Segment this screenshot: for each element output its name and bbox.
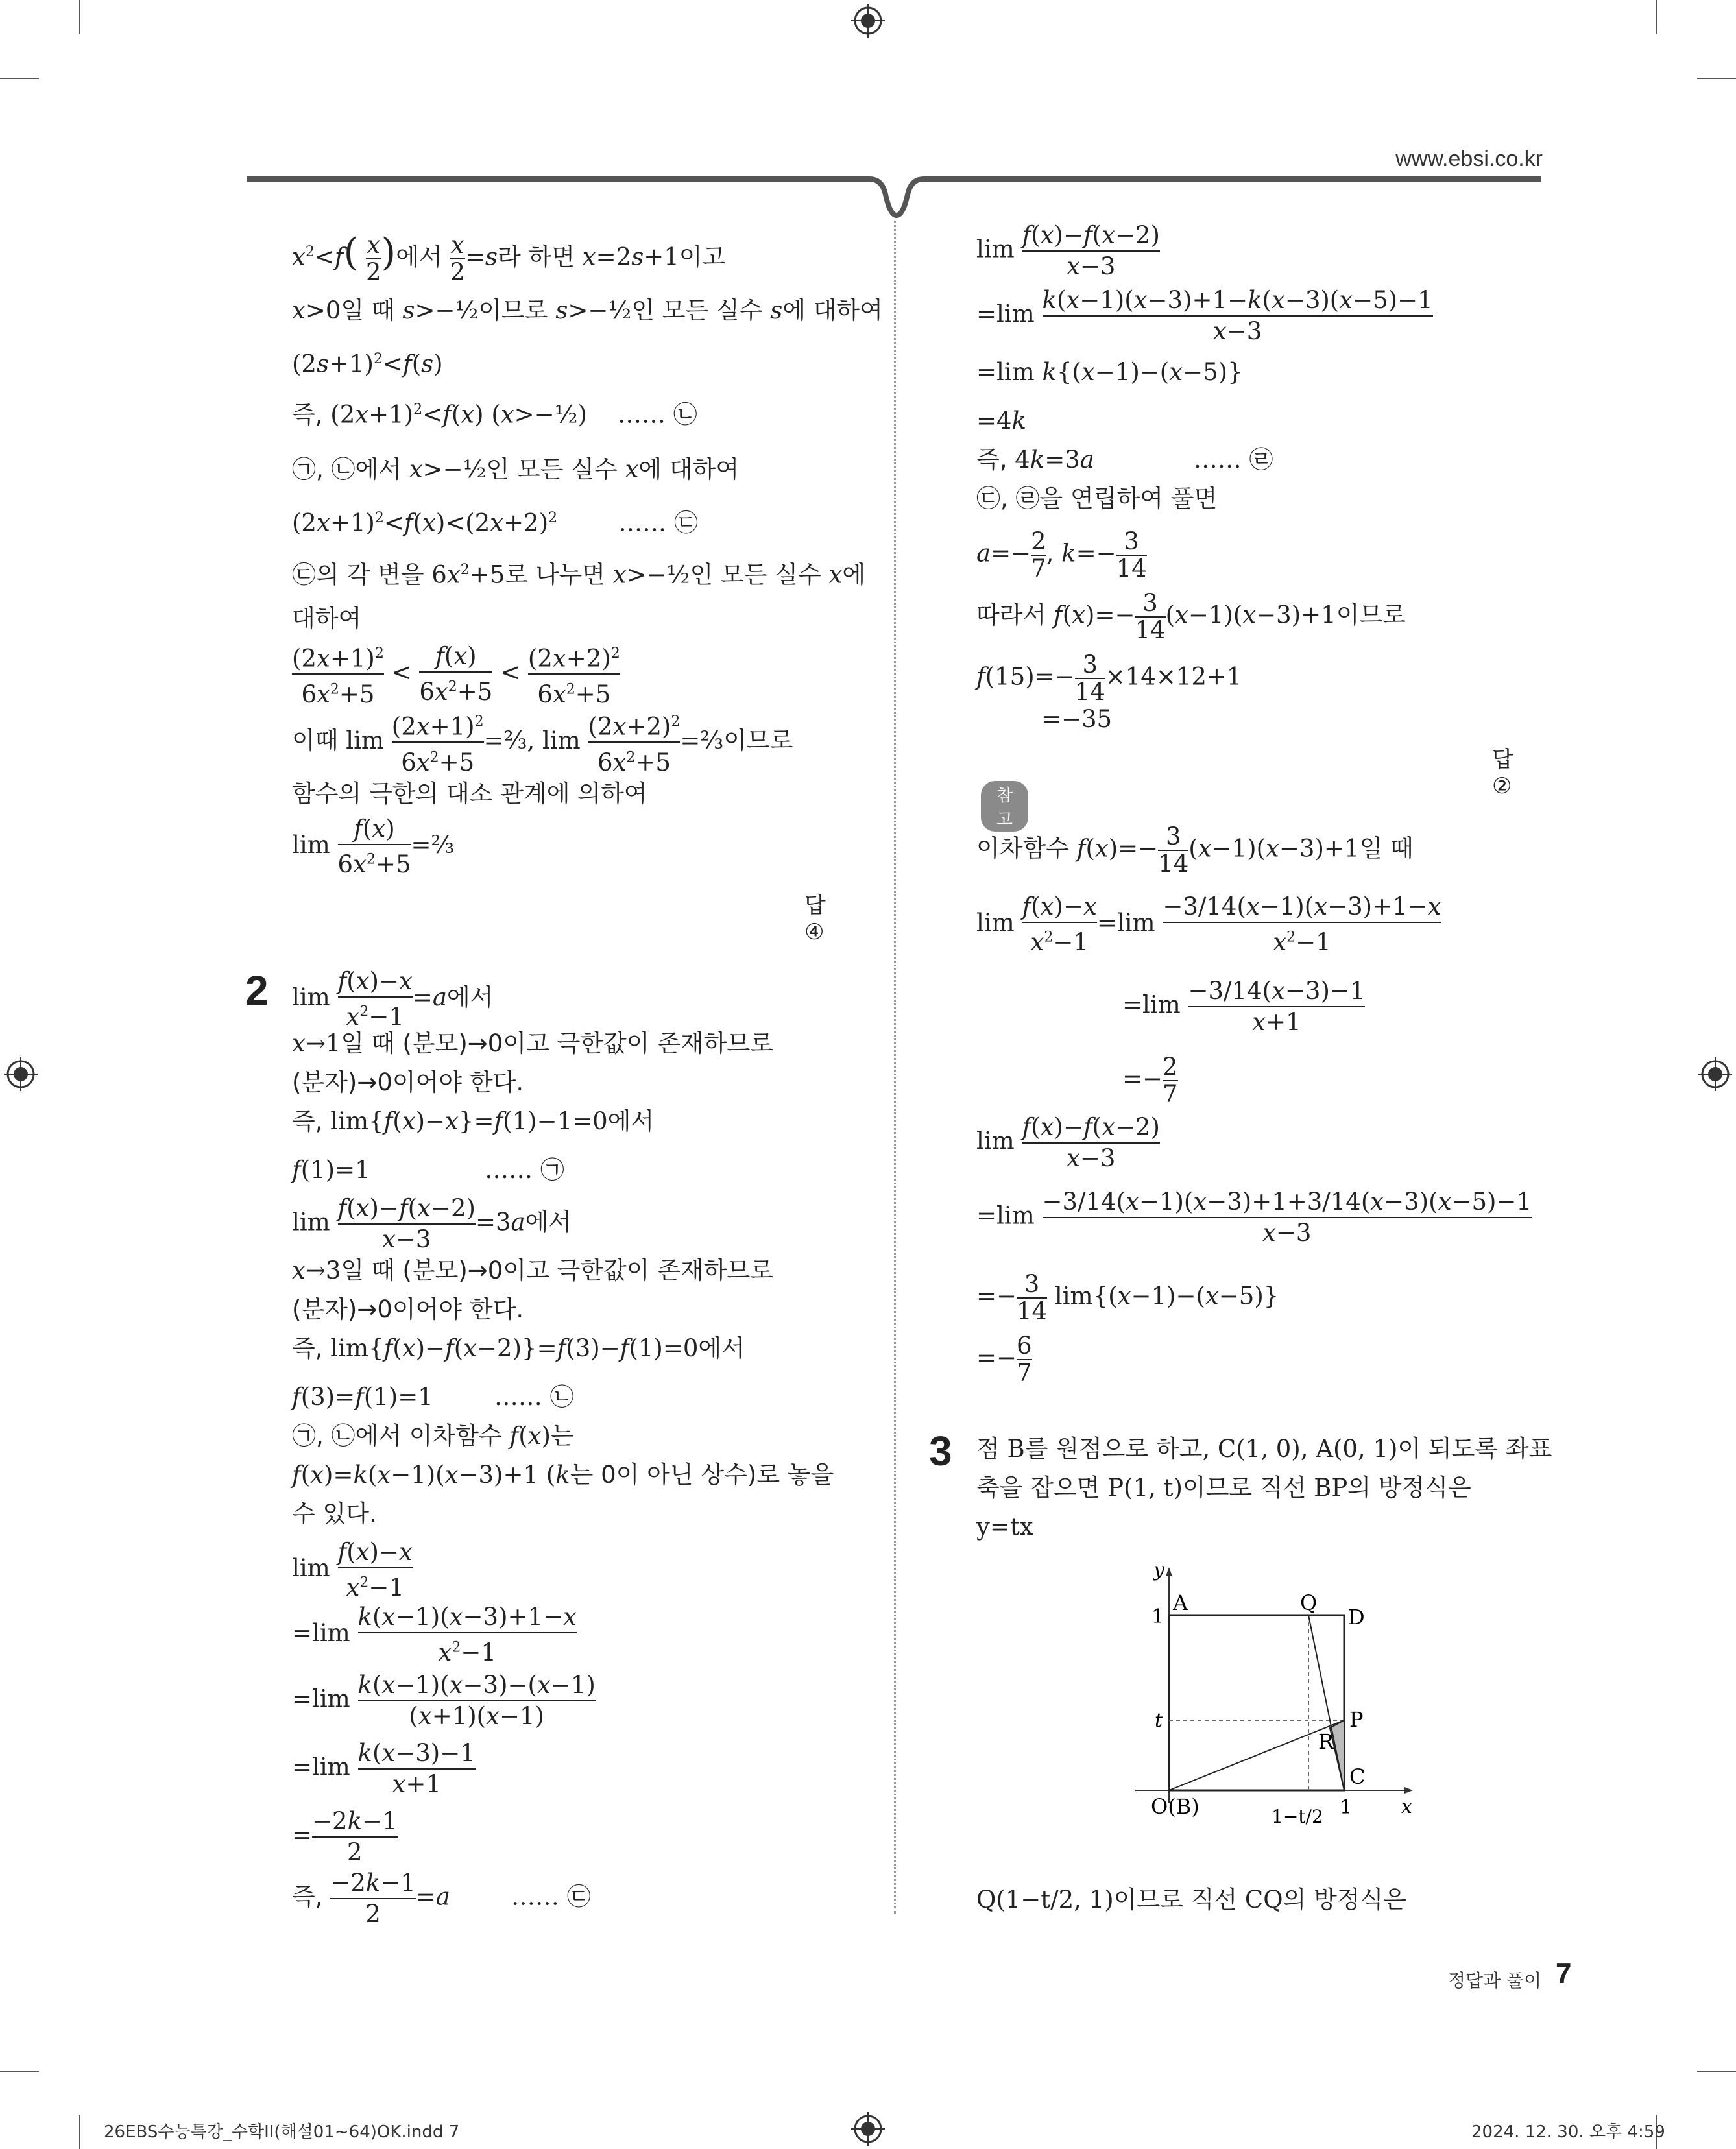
problem-number: 3 (929, 1428, 952, 1474)
crop-mark (1656, 0, 1657, 34)
point-a-label: A (1173, 1591, 1188, 1615)
q-x-label: 1−t/2 (1272, 1806, 1323, 1827)
note-line: =− $\frac{3}{14} \lim\{(x-1)-(x-5)\}$ (976, 1270, 1279, 1325)
solution-line: 대하여 (292, 605, 362, 632)
solution-line: $\frac{(2x+1)^2}{6x^2+5}$ < $\frac{f(x)}{6x^2+5}$ < $\frac{(2x+2)^2}{6x^2+5}$ (292, 639, 620, 710)
registration-mark-icon (4, 1057, 38, 1091)
solution-line: ㉢의 각 변을 $6x^2+5$로 나누면 x>−½인 모든 실수 x에 (292, 560, 866, 589)
solution-line: $(2s+1)^2<f(s)$ (292, 350, 443, 378)
solution-line: =lim $\frac{k(x-1)(x-3)-(x-1)}{(x+1)(x-1)}$ (292, 1671, 596, 1730)
solution-line: =lim k{(x−1)−(x−5)} (976, 358, 1243, 386)
solution-line: (분자)→0이어야 한다. (292, 1295, 524, 1323)
y-axis-label: y (1153, 1559, 1164, 1581)
coordinate-figure (1116, 1557, 1414, 1862)
solution-line: 즉, lim{f(x)−f(x−2)}=f(3)−f(1)=0에서 (292, 1334, 745, 1362)
solution-line: $x^2<f$( $\frac{x}{2}$)에서 $\frac{x}{2}=s$라 하면 x=2s+1이고 (292, 230, 726, 286)
crop-mark (1697, 2071, 1736, 2072)
line-cq (1308, 1615, 1344, 1790)
solution-line: x→3일 때 (분모)→0이고 극한값이 존재하므로 (292, 1256, 774, 1284)
solution-line: =4k (976, 407, 1026, 435)
x-axis-label: x (1401, 1795, 1412, 1818)
note-line: lim $\frac{f(x)-f(x-2)}{x-3}$ (976, 1113, 1160, 1172)
solution-line: f(x)=k(x−1)(x−3)+1 (k는 0이 아닌 상수)로 놓을 (292, 1461, 834, 1489)
solution-line: ㉢, ㉣을 연립하여 풀면 (976, 485, 1218, 512)
solution-line: f(1)=1 …… ㉠ (292, 1156, 564, 1184)
solution-line: (분자)→0이어야 한다. (292, 1068, 524, 1096)
solution-line: x>0일 때 s>−½이므로 s>−½인 모든 실수 s에 대하여 (292, 296, 883, 324)
x-axis-arrow-icon (1404, 1787, 1413, 1794)
file-name: 26EBS수능특강_수학II(해설01~64)OK.indd 7 (104, 2122, 460, 2142)
crop-mark (0, 78, 39, 79)
crop-mark (79, 2115, 80, 2149)
x-one-label: 1 (1340, 1796, 1353, 1819)
column-divider (894, 221, 896, 1914)
solution-line: ㉠, ㉡에서 x>−½인 모든 실수 x에 대하여 (292, 455, 740, 483)
solution-line: 수 있다. (292, 1500, 377, 1528)
point-q-label: Q (1300, 1591, 1318, 1615)
solution-line: = $\frac{-2k-1}{2}$ (292, 1807, 398, 1866)
solution-line: 함수의 극한의 대소 관계에 의하여 (292, 780, 647, 808)
solution-line: Q(1−t/2, 1)이므로 직선 CQ의 방정식은 (976, 1886, 1407, 1914)
solution-line: =−35 (1041, 705, 1113, 733)
problem-number: 2 (245, 967, 269, 1014)
footer-section: 정답과 풀이 (1448, 1970, 1542, 1991)
answer-label: 답 ④ (804, 893, 826, 945)
y-one-label: 1 (1151, 1605, 1164, 1628)
solution-line: 축을 잡으면 P(1, t)이므로 직선 BP의 방정식은 (976, 1474, 1471, 1502)
page-number: 7 (1556, 1958, 1572, 1989)
crop-mark (79, 0, 80, 34)
solution-line: 즉, $\frac{-2k-1}{2}=a$ …… ㉢ (292, 1869, 591, 1928)
solution-line: $(2x+1)^2<f(x)<(2x+2)^2$ …… ㉢ (292, 509, 699, 537)
solution-line: y=tx (976, 1513, 1033, 1541)
header-rule (247, 175, 1541, 221)
solution-line: 점 B를 원점으로 하고, C(1, 0), A(0, 1)이 되도록 좌표 (976, 1435, 1552, 1463)
registration-mark-icon (1698, 1057, 1732, 1091)
solution-line: lim $\frac{f(x)}{6x^2+5}=\frac{2}{3}$ (292, 815, 455, 879)
solution-line: lim $\frac{f(x)-f(x-2)}{x-3}=3a$에서 (292, 1194, 572, 1253)
solution-line: lim $\frac{f(x)-f(x-2)}{x-3}$ (976, 221, 1160, 280)
note-line: =− $\frac{2}{7}$ (1122, 1053, 1178, 1108)
origin-label: O(B) (1151, 1794, 1200, 1819)
website-url[interactable]: www.ebsi.co.kr (1395, 147, 1543, 171)
solution-line: lim $\frac{f(x)-x}{x^2-1}=a$에서 (292, 967, 494, 1031)
solution-line: f(15)=− $\frac{3}{14}\times 14\times 12+1$ (976, 651, 1242, 706)
solution-line: f(3)=f(1)=1 …… ㉡ (292, 1383, 574, 1411)
solution-line: x→1일 때 (분모)→0이고 극한값이 존재하므로 (292, 1029, 774, 1057)
note-badge: 참고 (981, 781, 1028, 832)
crop-mark (0, 2071, 39, 2072)
point-d-label: D (1348, 1605, 1365, 1629)
solution-line: lim $\frac{f(x)-x}{x^2-1}$ (292, 1538, 413, 1602)
solution-line: a=− $\frac{2}{7}$, k=− $\frac{3}{14}$ (976, 527, 1147, 582)
solution-line: 즉, 4k=3a …… ㉣ (976, 446, 1273, 474)
solution-line: ㉠, ㉡에서 이차함수 f(x)는 (292, 1422, 574, 1450)
note-line: =− $\frac{6}{7}$ (976, 1332, 1032, 1387)
note-line: =lim $\frac{-3/14(x-1)(x-3)+1+3/14(x-3)(x-5)-1}{x-3}$ (976, 1188, 1532, 1247)
timestamp: 2024. 12. 30. 오후 4:59 (1471, 2122, 1665, 2142)
solution-line: =lim $\frac{k(x-1)(x-3)+1-k(x-3)(x-5)-1}{x-3}$ (976, 286, 1433, 345)
solution-line: =lim $\frac{k(x-1)(x-3)+1-x}{x^2-1}$ (292, 1603, 577, 1667)
registration-mark-icon (851, 2112, 885, 2146)
registration-mark-icon (851, 4, 885, 38)
answer-label: 답 ② (1492, 747, 1513, 799)
square-abcd (1169, 1615, 1344, 1790)
point-r-label: R (1318, 1729, 1334, 1754)
note-line: =lim $\frac{-3/14(x-3)-1}{x+1}$ (1122, 977, 1366, 1036)
y-axis-arrow-icon (1166, 1567, 1172, 1576)
solution-line: 즉, lim{f(x)−x}=f(1)−1=0에서 (292, 1107, 655, 1135)
crop-mark (1697, 78, 1736, 79)
point-p-label: P (1349, 1707, 1364, 1732)
note-line: lim $\frac{f(x)-x}{x^2-1}=\lim$ $\frac{-3/14(x-1)(x-3)+1-x}{x^2-1}$ (976, 893, 1441, 957)
point-c-label: C (1349, 1764, 1366, 1789)
solution-line: 따라서 f(x)=− $\frac{3}{14}(x-1)(x-3)+1$이므로 (976, 589, 1406, 644)
solution-line: 이때 lim $\frac{(2x+1)^2}{6x^2+5}=\frac{2}{3}$, lim $\frac{(2x+2)^2}{6x^2+5}=\frac{2}{3}$이므로 (292, 707, 793, 778)
solution-line: 즉, $(2x+1)^2<f(x)$ (x>−½) …… ㉡ (292, 400, 697, 429)
note-line: 이차함수 f(x)=− $\frac{3}{14}(x-1)(x-3)+1$일 때 (976, 822, 1414, 878)
solution-line: =lim $\frac{k(x-3)-1}{x+1}$ (292, 1739, 476, 1798)
t-label: t (1155, 1709, 1163, 1732)
